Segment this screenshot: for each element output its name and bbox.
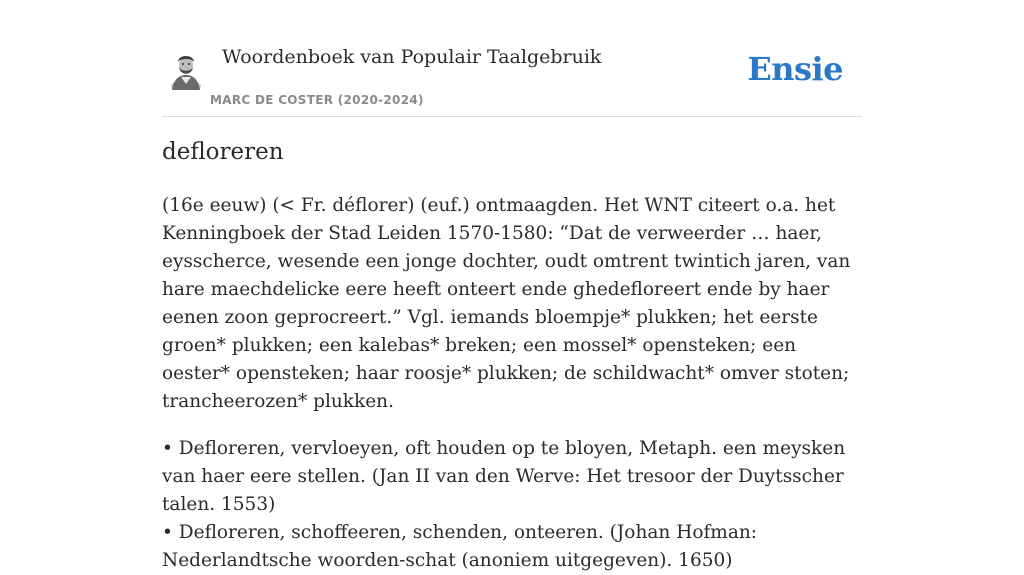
site-header bbox=[162, 36, 862, 117]
quote-item: • Defloreren, vervloeyen, oft houden op te bloyen, Metaph. een meysken van haer eere stellen. (Jan II van den Werve: Het tresoor der Duytsscher talen. 1553) bbox=[162, 438, 846, 515]
ensie-logo[interactable]: Ensie bbox=[747, 50, 843, 88]
author-name[interactable]: MARC DE COSTER (2020-2024) bbox=[210, 93, 424, 107]
author-portrait-icon[interactable] bbox=[168, 50, 204, 90]
entry-body bbox=[162, 192, 862, 575]
dictionary-title[interactable]: Woordenboek van Populair Taalgebruik bbox=[222, 46, 602, 68]
quote-item: • Defloreren, schoffeeren, schenden, onteeren. (Johan Hofman: Nederlandtsche woorden-schat (anoniem uitgegeven). 1650) bbox=[162, 522, 758, 571]
entry-term: defloreren bbox=[162, 139, 284, 165]
definition-paragraph: (16e eeuw) (< Fr. déflorer) (euf.) ontmaagden. Het WNT citeert o.a. het Kenningboek der Stad Leiden 1570-1580: “Dat de verweerder … haer, eysscherce, wesende een jonge dochter, oudt omtrent twintich jaren, van hare maechdelicke eere heeft onteert ende ghedefloreert ende by haer eenen zoon geprocreert.” Vgl. iemands bloempje* plukken; het eerste groen* plukken; een kalebas* breken; een mossel* opensteken; een oester* opensteken; haar roosje* plukken; de schildwacht* omver stoten; trancheerozen* plukken. bbox=[162, 195, 851, 412]
